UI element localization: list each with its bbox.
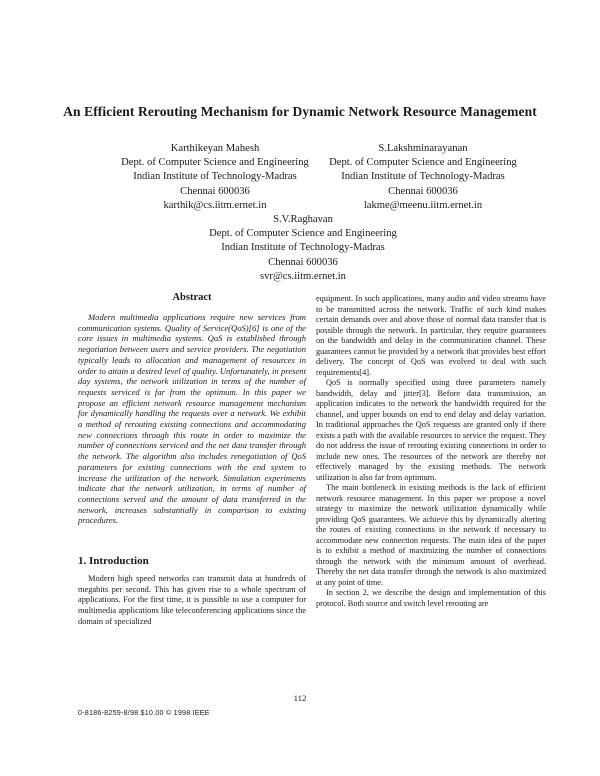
author-institute: Indian Institute of Technology-Madras xyxy=(221,242,385,254)
introduction-heading: 1. Introduction xyxy=(78,555,149,567)
body-paragraph: QoS is normally specified using three parameters namely bandwidth, delay and jitter[3]. Before data transmission, an application indicates to the network the bandwidth required for the channel, and upper bounds on end to end delay and delay variation. In traditional approaches the QoS requests are granted only if there exists a path with the available resources to service the request. They do not address the issue of rerouting existing connections in order to include new ones. The resources of the network are thereby not effectively managed by the existing methods. The network utilization is also far from optimum. xyxy=(316,378,546,482)
abstract-heading: Abstract xyxy=(172,292,212,303)
author-department: Dept. of Computer Science and Engineering xyxy=(121,157,309,169)
author-department: Dept. of Computer Science and Engineering xyxy=(209,228,397,240)
introduction-body xyxy=(78,574,306,628)
author-name: S.Lakshminarayanan xyxy=(378,143,468,154)
introduction-paragraph: Modern high speed networks can transmit data at hundreds of megabits per second. This has given rise to a whole spectrum of applications. For the first time, it is possible to use a computer for multimedia applications like teleconferencing applications since the domain of specialized xyxy=(78,574,306,626)
author-city: Chennai 600036 xyxy=(180,185,250,197)
author-name: S.V.Raghavan xyxy=(273,214,333,225)
author-email: karthik@cs.iitm.ernet.in xyxy=(163,199,267,211)
right-column-body xyxy=(316,294,546,609)
abstract-body: Modern multimedia applications require new services from communication systems. Quality of Service(QoS)[6] is one of the core issues in multimedia systems. QoS is established through negotiation between users and service providers. The negotiation typically leads to allocation and management of resources in order to attain a desired level of quality. Unfortunately, in present day systems, the network utilization in terms of the number of requests serviced is far from the optimum. In this paper we propose an efficient network resource management mechanism for dynamically handling the requests over a network. We exhibit a method of rerouting existing connections and accommodating new connections through this route in order to maximize the number of connections serviced and the net data transfer through the network. The algorithm also includes renegotiation of QoS parameters for existing connections with the end system to increase the utilization of the network. Simulation experiments indicate that the network utilization, in terms of number of connections served and the amount of data transferred in the network, increases substantially in comparison to existing procedures. xyxy=(78,312,306,526)
body-paragraph: equipment. In such applications, many audio and video streams have to be transmitted across the network. Traffic of such kind makes certain demands over and above those of normal data transfer that is possible through the network. In particular, they require guarantees on the bandwidth and delay in the communication channel. These guarantees cannot be provided by a network that provides best effort delivery. The concept of QoS was evolved to deal with such requirements[4]. xyxy=(316,294,546,377)
author-city: Chennai 600036 xyxy=(268,256,338,268)
author-email: svr@cs.iitm.ernet.in xyxy=(260,270,346,282)
author-institute: Indian Institute of Technology-Madras xyxy=(341,171,505,183)
author-email: lakme@meenu.iitm.ernet.in xyxy=(363,199,483,211)
author-city: Chennai 600036 xyxy=(388,185,458,197)
body-paragraph: In section 2, we describe the design and implementation of this protocol. Both source and switch level rerouting are xyxy=(316,588,546,608)
author-block-2 xyxy=(300,142,546,213)
footer-publication-code: 0-8186-8259-8/98 $10.00 © 1998 IEEE xyxy=(78,708,210,717)
author-block-3 xyxy=(180,213,426,284)
paper-title: An Efficient Rerouting Mechanism for Dynamic Network Resource Management xyxy=(63,104,537,119)
page-number: 112 xyxy=(293,693,307,703)
author-institute: Indian Institute of Technology-Madras xyxy=(133,171,297,183)
author-name: Karthikeyan Mahesh xyxy=(170,143,260,154)
author-department: Dept. of Computer Science and Engineering xyxy=(329,157,517,169)
body-paragraph: The main bottleneck in existing methods is the lack of efficient network resource management. In this paper we propose a novel strategy to maximize the network utilization dynamically while providing QoS guarantees. We achieve this by dynamically altering the routes of existing connections in the network if necessary to accommodate new connection requests. The main idea of the paper is to exhibit a method of maximizing the number of connections through the network with the minimum amount of overhead. Thereby the net data transfer through the network is also maximized at any point of time. xyxy=(316,483,546,587)
